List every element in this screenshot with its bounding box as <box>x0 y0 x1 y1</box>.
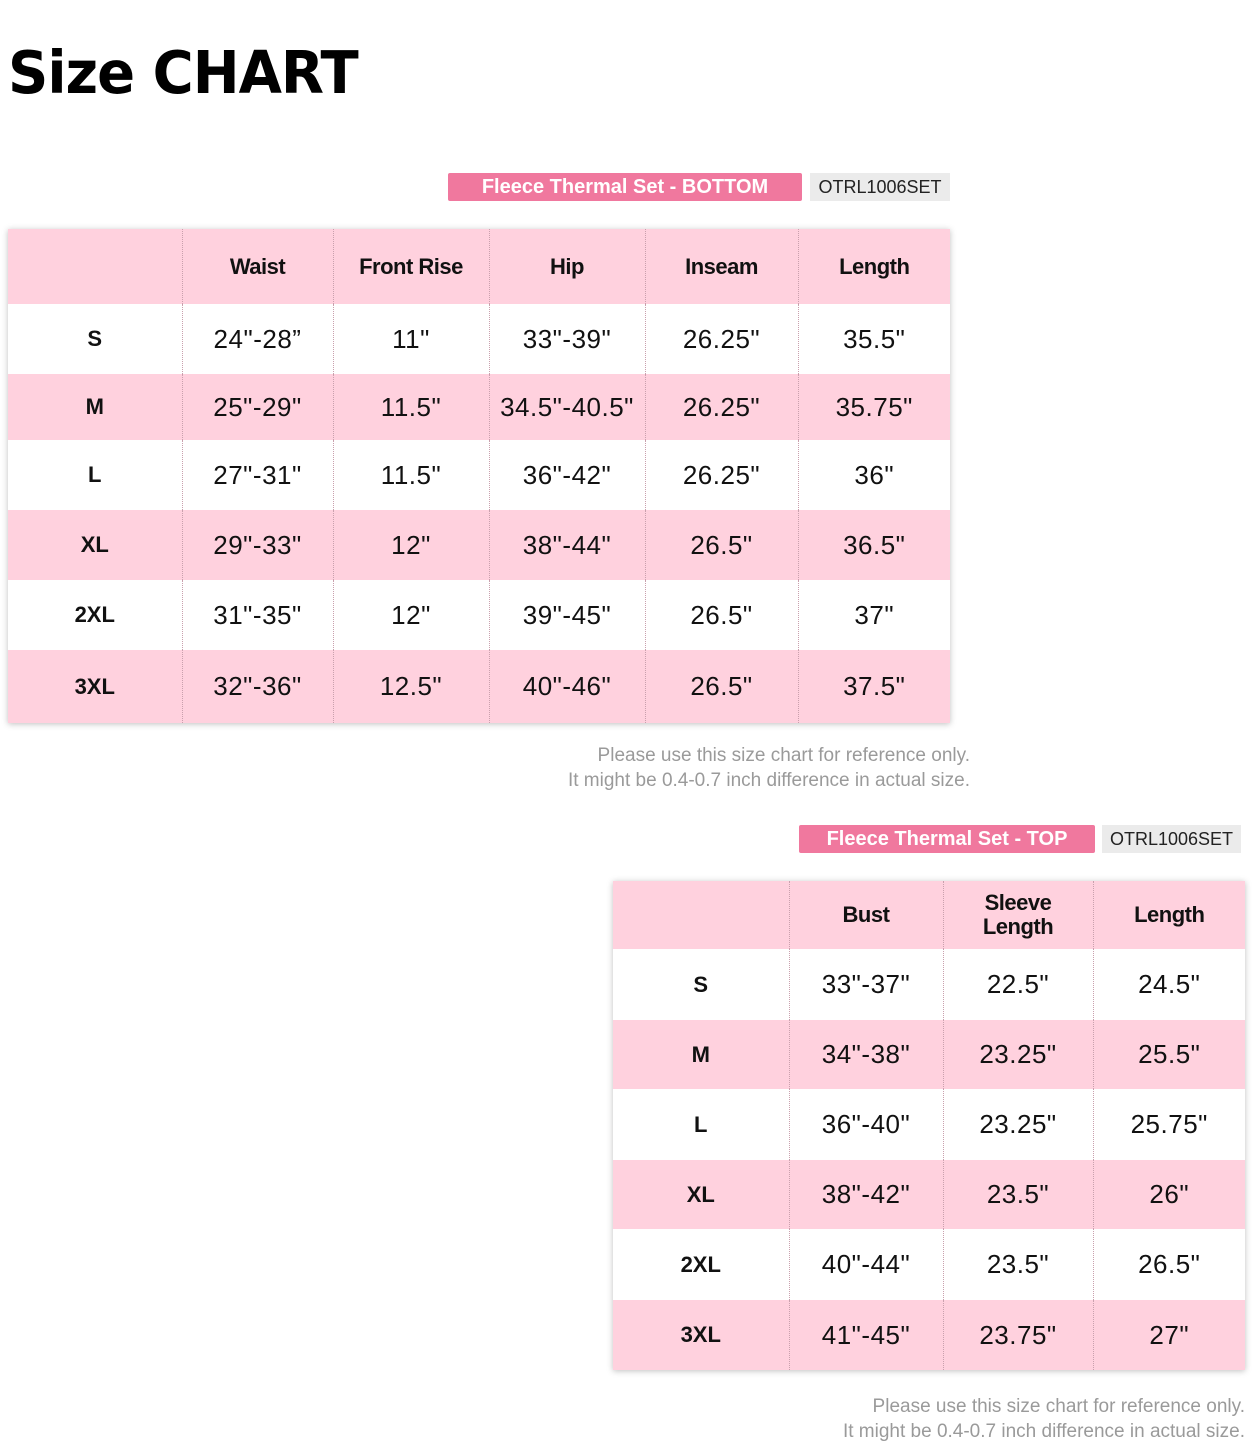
bottom-measurement-cell: 36"-42" <box>489 440 645 510</box>
top-size-table <box>613 881 1245 1370</box>
top-set-label: Fleece Thermal Set - TOP <box>799 825 1095 853</box>
bottom-measurement-cell: 26.5" <box>645 580 798 650</box>
bottom-measurement-cell: 11.5" <box>333 374 489 440</box>
bottom-product-code: OTRL1006SET <box>810 173 950 201</box>
top-measurement-cell: 22.5" <box>943 949 1093 1020</box>
bottom-measurement-cell: 11" <box>333 304 489 374</box>
top-measurement-cell: 24.5" <box>1093 949 1245 1020</box>
top-measurement-cell: 36"-40" <box>789 1089 943 1160</box>
bottom-measurement-cell: 26.25" <box>645 440 798 510</box>
bottom-table-row <box>8 304 950 374</box>
bottom-header-length: Length <box>798 229 950 304</box>
bottom-table-row <box>8 510 950 580</box>
top-measurement-cell: 38"-42" <box>789 1160 943 1229</box>
top-measurement-cell: 25.5" <box>1093 1020 1245 1089</box>
top-measurement-cell: 27" <box>1093 1300 1245 1370</box>
bottom-size-label: 3XL <box>74 673 115 699</box>
bottom-size-label: L <box>88 462 102 487</box>
top-size-label: 2XL <box>680 1251 721 1277</box>
bottom-table-row <box>8 440 950 510</box>
top-measurement-cell: 23.5" <box>943 1160 1093 1229</box>
bottom-measurement-cell: 12" <box>333 580 489 650</box>
top-table-row <box>613 1089 1245 1160</box>
bottom-measurement-cell: 39"-45" <box>489 580 645 650</box>
top-disclaimer-line1: Please use this size chart for reference only. <box>872 1396 1245 1417</box>
bottom-measurement-cell: 40"-46" <box>489 650 645 723</box>
top-disclaimer-line2: It might be 0.4-0.7 inch difference in actual size. <box>842 1421 1245 1442</box>
bottom-disclaimer <box>470 743 970 793</box>
top-measurement-cell: 23.25" <box>943 1089 1093 1160</box>
top-measurement-cell: 23.5" <box>943 1229 1093 1300</box>
bottom-measurement-cell: 34.5"-40.5" <box>489 374 645 440</box>
bottom-measurement-cell: 36.5" <box>798 510 950 580</box>
top-measurement-cell: 23.75" <box>943 1300 1093 1370</box>
bottom-size-label: M <box>85 394 104 419</box>
top-header-length: Length <box>1093 881 1245 949</box>
bottom-measurement-cell: 24"-28” <box>182 304 333 374</box>
bottom-size-label: S <box>87 326 103 351</box>
bottom-measurement-cell: 26.5" <box>645 510 798 580</box>
bottom-size-label: 2XL <box>74 602 115 627</box>
bottom-measurement-cell: 26.25" <box>645 304 798 374</box>
top-measurement-cell: 23.25" <box>943 1020 1093 1089</box>
bottom-header-inseam: Inseam <box>645 229 798 304</box>
bottom-header-corner <box>8 229 182 304</box>
bottom-measurement-cell: 37" <box>798 580 950 650</box>
top-measurement-cell: 26.5" <box>1093 1229 1245 1300</box>
bottom-disclaimer-line1: Please use this size chart for reference only. <box>597 745 970 766</box>
bottom-measurement-cell: 32"-36" <box>182 650 333 723</box>
bottom-measurement-cell: 11.5" <box>333 440 489 510</box>
bottom-measurement-cell: 12" <box>333 510 489 580</box>
top-measurement-cell: 40"-44" <box>789 1229 943 1300</box>
top-header-bust: Bust <box>789 881 943 949</box>
top-disclaimer <box>745 1394 1245 1444</box>
top-measurement-cell: 34"-38" <box>789 1020 943 1089</box>
bottom-measurement-cell: 35.75" <box>798 374 950 440</box>
bottom-measurement-cell: 27"-31" <box>182 440 333 510</box>
bottom-header-hip: Hip <box>489 229 645 304</box>
bottom-measurement-cell: 31"-35" <box>182 580 333 650</box>
bottom-measurement-cell: 37.5" <box>798 650 950 723</box>
bottom-measurement-cell: 33"-39" <box>489 304 645 374</box>
bottom-table-row <box>8 580 950 650</box>
top-table-row <box>613 949 1245 1020</box>
top-measurement-cell: 25.75" <box>1093 1089 1245 1160</box>
top-size-label: 3XL <box>680 1322 721 1347</box>
top-header-sleeve-length: Sleeve Length <box>943 881 1093 949</box>
bottom-size-label: XL <box>80 532 109 557</box>
top-table-row <box>613 1020 1245 1089</box>
bottom-measurement-cell: 36" <box>798 440 950 510</box>
top-table-row <box>613 1160 1245 1229</box>
top-size-label: S <box>693 971 709 997</box>
top-header-corner <box>613 881 789 949</box>
top-size-label: XL <box>686 1181 715 1207</box>
bottom-header-front-rise: Front Rise <box>333 229 489 304</box>
bottom-measurement-cell: 26.5" <box>645 650 798 723</box>
top-table-row <box>613 1229 1245 1300</box>
bottom-disclaimer-line2: It might be 0.4-0.7 inch difference in actual size. <box>567 770 970 791</box>
top-size-label: L <box>694 1111 708 1137</box>
bottom-measurement-cell: 38"-44" <box>489 510 645 580</box>
top-measurement-cell: 41"-45" <box>789 1300 943 1370</box>
bottom-size-table <box>8 229 950 723</box>
bottom-measurement-cell: 35.5" <box>798 304 950 374</box>
top-measurement-cell: 26" <box>1093 1160 1245 1229</box>
top-size-label: M <box>691 1041 710 1067</box>
bottom-table-row <box>8 374 950 440</box>
top-measurement-cell: 33"-37" <box>789 949 943 1020</box>
bottom-set-label: Fleece Thermal Set - BOTTOM <box>448 173 802 201</box>
top-product-code: OTRL1006SET <box>1102 825 1241 853</box>
page-title: Size CHART <box>8 39 358 108</box>
bottom-measurement-cell: 12.5" <box>333 650 489 723</box>
top-table-row <box>613 1300 1245 1370</box>
bottom-measurement-cell: 25"-29" <box>182 374 333 440</box>
bottom-table-row <box>8 650 950 723</box>
bottom-measurement-cell: 26.25" <box>645 374 798 440</box>
bottom-measurement-cell: 29"-33" <box>182 510 333 580</box>
bottom-header-row <box>8 229 950 304</box>
bottom-header-waist: Waist <box>182 229 333 304</box>
top-header-row <box>613 881 1245 949</box>
